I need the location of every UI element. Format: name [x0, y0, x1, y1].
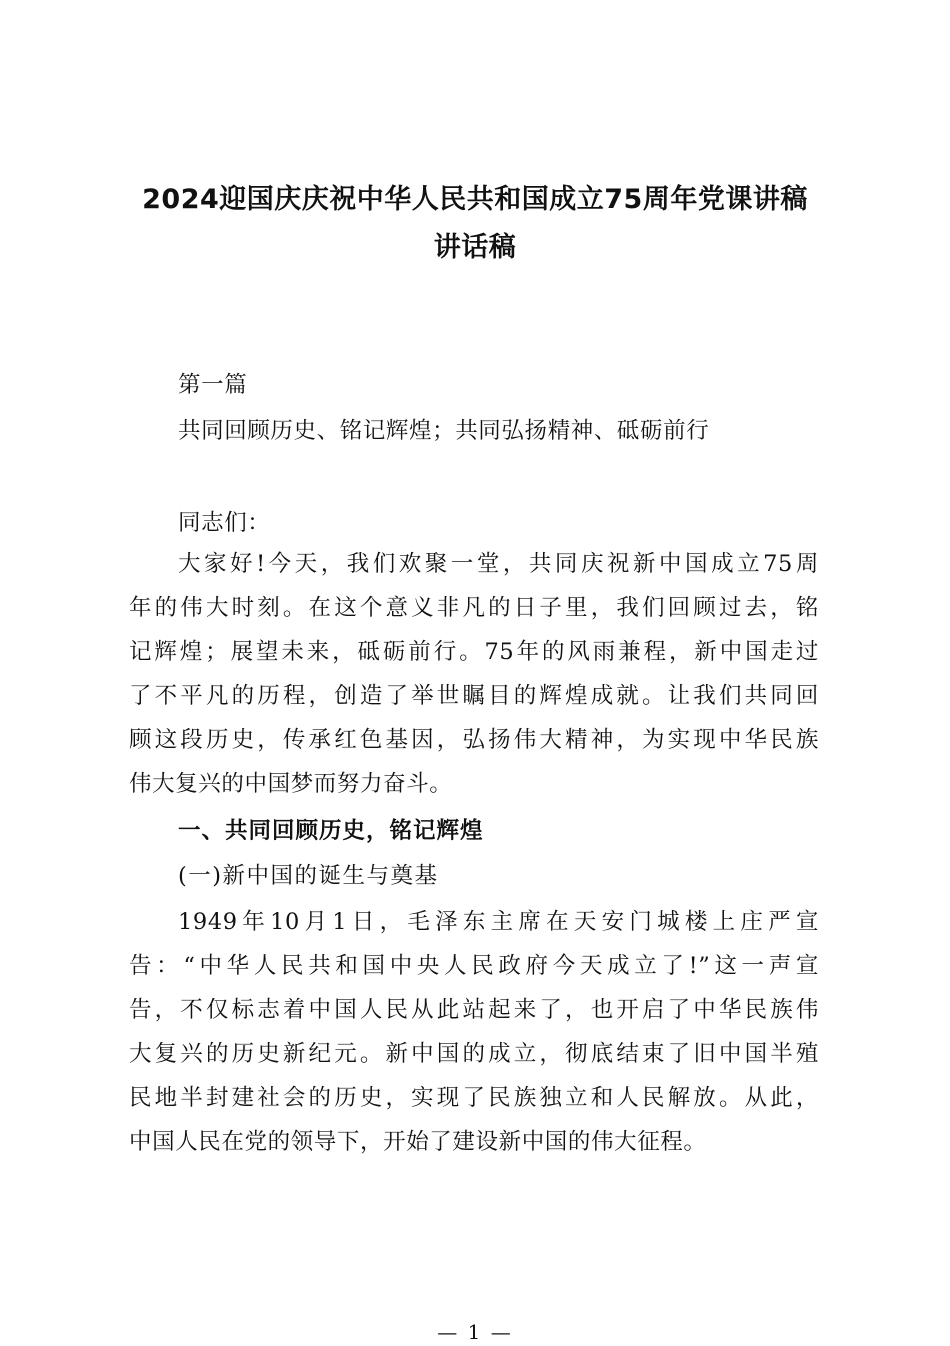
- paragraph-line: 告：“中华人民共和国中央人民政府今天成立了!”这一声宣: [129, 953, 819, 979]
- paragraph-line: 民地半封建社会的历史，实现了民族独立和人民解放。从此，: [129, 1085, 819, 1111]
- paragraph-line: 顾这段历史，传承红色基因，弘扬伟大精神，为实现中华民族: [129, 727, 819, 753]
- page-number: — 1 —: [437, 1320, 513, 1344]
- paragraph-line: 伟大复兴的中国梦而努力奋斗。: [129, 771, 453, 797]
- chapter-subtitle: 共同回顾历史、铭记辉煌；共同弘扬精神、砥砺前行: [178, 418, 710, 444]
- paragraph-line: 大家好!今天，我们欢聚一堂，共同庆祝新中国成立75周: [178, 551, 819, 577]
- paragraph-line: 了不平凡的历程，创造了举世瞩目的辉煌成就。让我们共同回: [129, 683, 819, 709]
- document-title-line-1: 2024迎国庆庆祝中华人民共和国成立75周年党课讲稿: [142, 184, 808, 215]
- paragraph-line: 中国人民在党的领导下，开始了建设新中国的伟大征程。: [129, 1129, 707, 1155]
- paragraph-line: 年的伟大时刻。在这个意义非凡的日子里，我们回顾过去，铭: [129, 595, 819, 621]
- subsection-heading: (一)新中国的诞生与奠基: [178, 863, 439, 889]
- salutation: 同志们：: [178, 510, 271, 536]
- paragraph-line: 1949年10月1日，毛泽东主席在天安门城楼上庄严宣: [178, 909, 819, 935]
- paragraph-line: 记辉煌；展望未来，砥砺前行。75年的风雨兼程，新中国走过: [129, 639, 819, 665]
- section-heading: 一、共同回顾历史，铭记辉煌: [178, 818, 484, 844]
- document-title-line-2: 讲话稿: [433, 232, 517, 263]
- chapter-label: 第一篇: [178, 372, 248, 398]
- paragraph-line: 大复兴的历史新纪元。新中国的成立，彻底结束了旧中国半殖: [129, 1041, 819, 1067]
- paragraph-line: 告，不仅标志着中国人民从此站起来了，也开启了中华民族伟: [129, 997, 819, 1023]
